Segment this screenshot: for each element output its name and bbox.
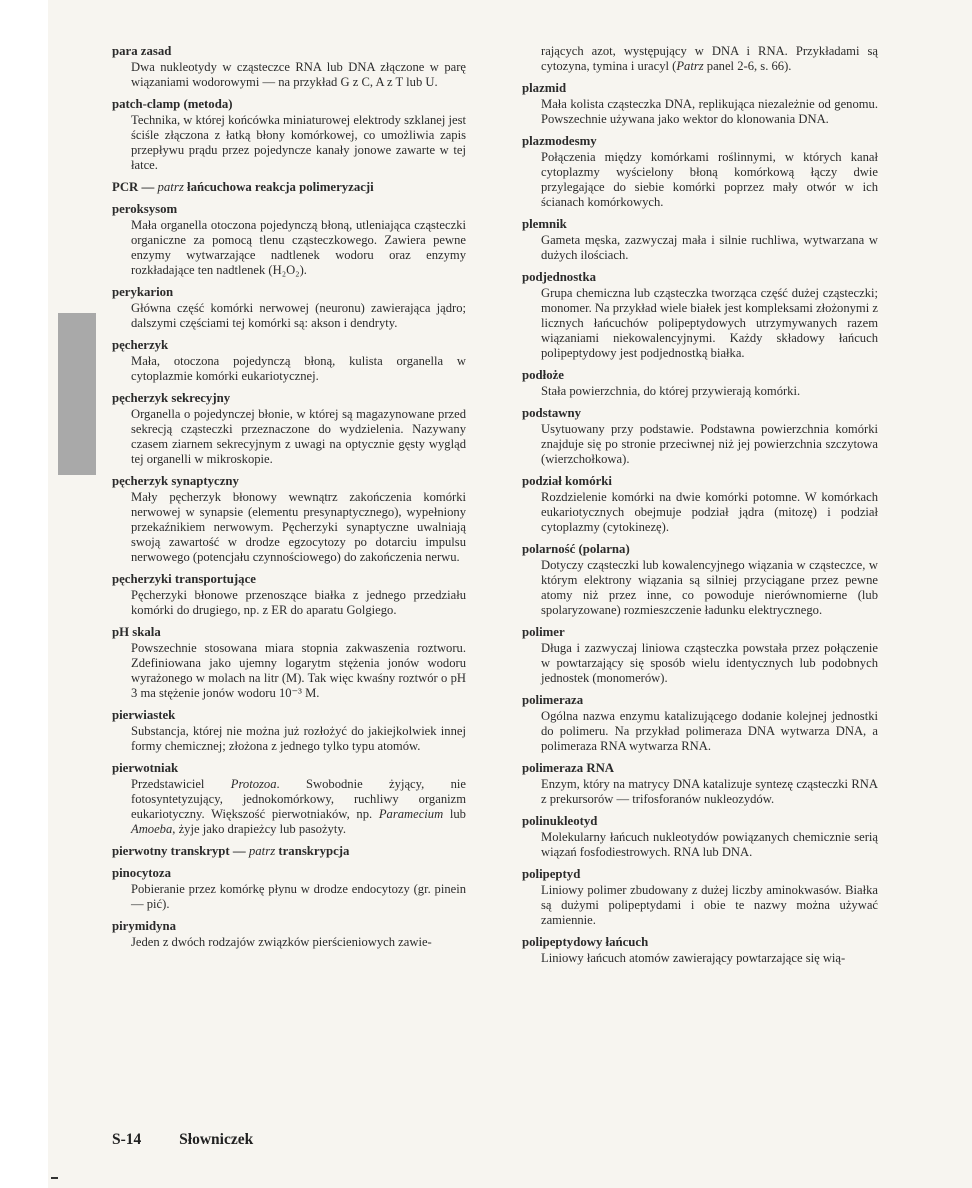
entry-term: podstawny — [522, 406, 582, 420]
entry-term: polimer — [522, 625, 565, 639]
entry-term: pęcherzyk synaptyczny — [112, 474, 239, 488]
entry-term: pierwotniak — [112, 761, 179, 775]
section-tab-marker — [58, 313, 96, 475]
glossary-entry — [522, 134, 878, 210]
entry-term: polimeraza — [522, 693, 584, 707]
entry-definition: Gameta męska, zazwyczaj mała i silnie ruchliwa, wytwarzana w dużych ilościach. — [541, 233, 878, 262]
glossary-entry — [522, 867, 878, 928]
section-title: Słowniczek — [179, 1131, 254, 1148]
entry-term: peroksysom — [112, 202, 178, 216]
glossary-entry — [522, 625, 878, 686]
page-footer — [112, 1131, 253, 1149]
entry-term: patch-clamp (metoda) — [112, 97, 233, 111]
continued-definition: rających azot, występujący w DNA i RNA. Przykładami są cytozyna, tymina i uracyl (Patrz panel 2-6, s. 66). — [541, 44, 878, 73]
page-number: S-14 — [112, 1131, 142, 1148]
entry-definition: Jeden z dwóch rodzajów związków pierścieniowych zawie- — [131, 935, 432, 949]
glossary-entry — [112, 202, 466, 278]
entry-definition: Mała organella otoczona pojedynczą błoną, utleniająca cząsteczki organiczne za pomocą tlenu cząsteczkowego. Zawiera pewne enzymy wytwarzające nadtlenek wodoru oraz enzymy rozkładające ten nadtlenek (H₂O₂). — [131, 218, 466, 277]
glossary-entry — [522, 81, 878, 127]
entry-term: pęcherzyk — [112, 338, 169, 352]
glossary-entry — [112, 391, 466, 467]
entry-term: pierwiastek — [112, 708, 176, 722]
entry-definition: Dotyczy cząsteczki lub kowalencyjnego wiązania w cząsteczce, w którym elektrony wiązania są silniej przyciągane przez pewne atomy niż przez inne, co powoduje nierównomierne (lub spolaryzowane) rozmieszczenie ładunku elektrycznego. — [541, 558, 878, 617]
entry-definition: Usytuowany przy podstawie. Podstawna powierzchnia komórki znajduje się po stronie przeciwnej niż jej powierzchnia szczytowa (wierzchołkowa). — [541, 422, 878, 466]
glossary-entry — [522, 693, 878, 754]
entry-definition: Połączenia między komórkami roślinnymi, w których kanał cytoplazmy wyścielony błoną komórkową łączy dwie przylegające do siebie komórki poprzez mały otwór w ich ścianach komórkowych. — [541, 150, 878, 209]
glossary-entry — [522, 270, 878, 361]
glossary-entry — [522, 814, 878, 860]
glossary-entry — [112, 919, 466, 950]
entry-term: polipeptydowy łańcuch — [522, 935, 649, 949]
entry-definition: Molekularny łańcuch nukleotydów powiązanych chemicznie serią wiązań fosfodiestrowych. RNA lub DNA. — [541, 830, 878, 859]
entry-term: perykarion — [112, 285, 174, 299]
entry-term: pH skala — [112, 625, 161, 639]
glossary-entry — [522, 217, 878, 263]
glossary-entry — [112, 338, 466, 384]
glossary-entry — [522, 935, 878, 966]
entry-definition: Pęcherzyki błonowe przenoszące białka z jednego przedziału komórki do drugiego, np. z ER do aparatu Golgiego. — [131, 588, 466, 617]
scan-mark — [51, 1177, 58, 1179]
entry-definition: Powszechnie stosowana miara stopnia zakwaszenia roztworu. Zdefiniowana jako ujemny logarytm stężenia jonów wodoru wyrażonego w molach na litr (M). Tak więc kwaśny roztwór o pH 3 ma stężenie jonów wodoru 10⁻³ M. — [131, 641, 466, 700]
glossary-entry — [112, 285, 466, 331]
entry-term: polinukleotyd — [522, 814, 598, 828]
entry-definition: Grupa chemiczna lub cząsteczka tworząca część dużej cząsteczki; monomer. Na przykład wiele białek jest kompleksami złożonymi z licznych łańcuchów polipeptydowych utrzymywanych razem wiązaniami niekowalencyjnymi. Każdy składowy łańcuch polipeptydowy jest podjednostką białka. — [541, 286, 878, 360]
glossary-entry — [522, 368, 878, 399]
entry-term: pirymidyna — [112, 919, 176, 933]
glossary-entry — [112, 866, 466, 912]
glossary-entry — [522, 406, 878, 467]
entry-definition: Stała powierzchnia, do której przywierają komórki. — [541, 384, 801, 398]
entry-term: PCR — patrz łańcuchowa reakcja polimeryzacji — [112, 180, 374, 194]
entry-definition: Dwa nukleotydy w cząsteczce RNA lub DNA złączone w parę wiązaniami wodorowymi — na przykład G z C, A z T lub U. — [131, 60, 466, 89]
entry-definition: Pobieranie przez komórkę płynu w drodze endocytozy (gr. pinein — pić). — [131, 882, 466, 911]
glossary-entry — [522, 542, 878, 618]
entry-term: podłoże — [522, 368, 564, 382]
entry-definition: Mała, otoczona pojedynczą błoną, kulista organella w cytoplazmie komórki eukariotycznej. — [131, 354, 466, 383]
glossary-entry — [112, 44, 466, 90]
glossary-entry — [112, 844, 466, 859]
entry-term: plazmodesmy — [522, 134, 597, 148]
entry-term: polarność (polarna) — [522, 542, 630, 556]
entry-term: plazmid — [522, 81, 567, 95]
entry-definition: Mały pęcherzyk błonowy wewnątrz zakończenia komórki nerwowej w synapsie (elementu presynaptycznego), wypełniony przekaźnikiem nerwowym. Pęcherzyki synaptyczne uwalniają swoją zawartość w drodze egzocytozy po dotarciu impulsu nerwowego (potencjału czynnościowego) do zakończenia nerwu. — [131, 490, 466, 564]
entry-term: para zasad — [112, 44, 172, 58]
glossary-entry — [112, 180, 466, 195]
entry-definition: Enzym, który na matrycy DNA katalizuje syntezę cząsteczki RNA z prekursorów — trifosforanów nukleozydów. — [541, 777, 878, 806]
entry-term: polipeptyd — [522, 867, 581, 881]
glossary-entry — [112, 708, 466, 754]
entry-definition: Mała kolista cząsteczka DNA, replikująca niezależnie od genomu. Powszechnie używana jako wektor do klonowania DNA. — [541, 97, 878, 126]
entry-term: podział komórki — [522, 474, 612, 488]
entry-definition: Organella o pojedynczej błonie, w której są magazynowane przed sekrecją cząsteczki przeznaczone do wydzielenia. Nazywany czasem ziarnem sekrecyjnym z uwagi na optycznie gęsty wygląd tej organelli w mikroskopie. — [131, 407, 466, 466]
entry-definition: Główna część komórki nerwowej (neuronu) zawierająca jądro; dalszymi częściami tej komórki są: akson i dendryty. — [131, 301, 466, 330]
glossary-entry — [112, 761, 466, 837]
scan-margin — [0, 0, 48, 1188]
entry-definition: Rozdzielenie komórki na dwie komórki potomne. W komórkach eukariotycznych obejmuje podział jądra (mitozę) i podział cytoplazmy (cytokinezę). — [541, 490, 878, 534]
right-column — [522, 44, 878, 973]
entry-term: pęcherzyki transportujące — [112, 572, 256, 586]
entry-term: pęcherzyk sekrecyjny — [112, 391, 231, 405]
entry-definition: Liniowy łańcuch atomów zawierający powtarzające się wią- — [541, 951, 846, 965]
entry-term: polimeraza RNA — [522, 761, 615, 775]
glossary-entry — [112, 474, 466, 565]
entry-term: plemnik — [522, 217, 567, 231]
left-column — [112, 44, 466, 957]
entry-definition: Technika, w której końcówka miniaturowej elektrody szklanej jest ściśle złączona z łatką błony komórkowej, co umożliwia zapis przepływu prądu przez pojedyncze kanały jonowe zawarte w tej łatce. — [131, 113, 466, 172]
entry-definition: Substancja, której nie można już rozłożyć do jakiejkolwiek innej formy chemicznej; złożona z jednego tylko typu atomów. — [131, 724, 466, 753]
entry-term: pierwotny transkrypt — patrz transkrypcja — [112, 844, 350, 858]
entry-definition: Długa i zazwyczaj liniowa cząsteczka powstała przez połączenie w powtarzający się sposób wielu identycznych lub podobnych jednostek (monomerów). — [541, 641, 878, 685]
glossary-entry — [522, 761, 878, 807]
entry-definition: Przedstawiciel Protozoa. Swobodnie żyjący, nie fotosyntetyzujący, jednokomórkowy, ruchliwy organizm eukariotyczny. Większość pierwotniaków, np. Paramecium lub Amoeba, żyje jako drapieżcy lub pasożyty. — [131, 777, 466, 836]
glossary-entry — [112, 572, 466, 618]
entry-definition: Ogólna nazwa enzymu katalizującego dodanie kolejnej jednostki do polimeru. Na przykład polimeraza DNA wytwarza DNA, a polimeraza RNA wytwarza RNA. — [541, 709, 878, 753]
entry-term: podjednostka — [522, 270, 596, 284]
entry-term: pinocytoza — [112, 866, 172, 880]
entry-definition: Liniowy polimer zbudowany z dużej liczby aminokwasów. Białka są dużymi polipeptydami i obie te nazwy można używać zamiennie. — [541, 883, 878, 927]
glossary-entry — [522, 474, 878, 535]
glossary-entry — [112, 97, 466, 173]
glossary-entry — [112, 625, 466, 701]
